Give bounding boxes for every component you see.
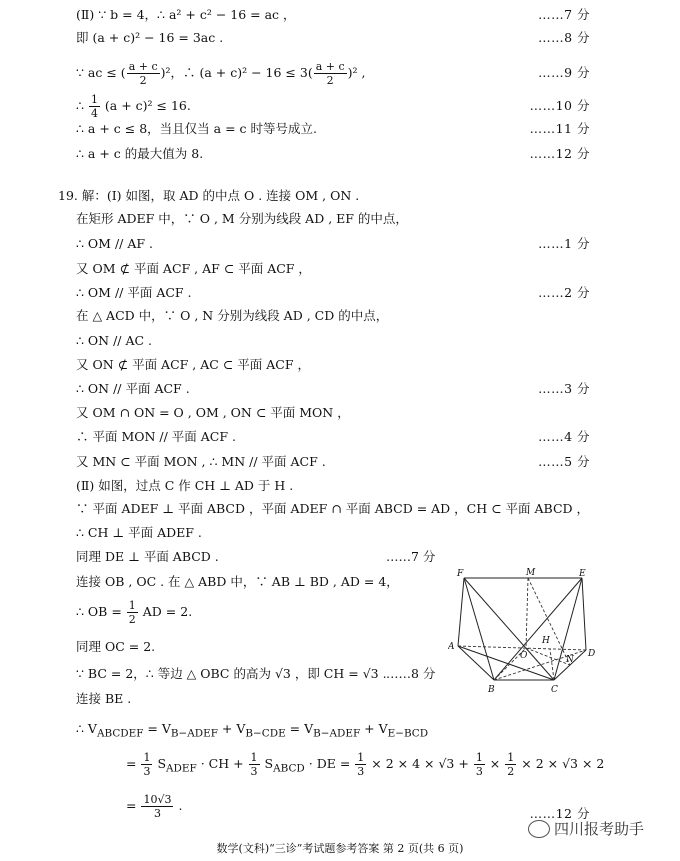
solution-line xyxy=(0,354,680,376)
point-label: M xyxy=(526,568,536,578)
score-label: ……7 分 xyxy=(386,549,436,564)
score-label: ……11 分 xyxy=(529,121,590,136)
fraction: $\frac{1}{3}$ xyxy=(357,751,365,778)
solution-text: 同理 DE ⊥ 平面 ABCD . xyxy=(76,549,219,564)
solution-text: 即 (a + c)² − 16 = 3ac . xyxy=(76,30,224,45)
solution-line xyxy=(0,498,680,520)
solution-line xyxy=(0,330,680,352)
math-text: × 2 × 4 × √3 + xyxy=(371,756,469,771)
score-label: ……3 分 xyxy=(538,381,590,396)
fraction: $\frac{1}{4}$ xyxy=(90,93,98,120)
solution-line xyxy=(0,451,680,473)
point-label: D xyxy=(588,649,596,659)
solution-text: 连接 OB , OC . 在 △ ABD 中，∵ AB ⊥ BD , AD = 4， xyxy=(76,574,399,589)
point-label: A xyxy=(448,642,455,652)
solution-text: ∴ $V_{ABCDEF} = V_{B-ADEF} + V_{B-CDE} = V_{B-ADEF} + V_{E-BCD}$ xyxy=(76,721,429,740)
math-text: × 2 × √3 × 2 xyxy=(521,756,605,771)
math-text: )²，∴ (a + c)² − 16 ≤ 3( xyxy=(160,65,313,80)
solution-text: ∴ CH ⊥ 平面 ADEF . xyxy=(76,525,202,540)
point-label: H xyxy=(542,636,550,646)
solution-line xyxy=(0,402,680,424)
wechat-icon xyxy=(528,820,550,838)
solution-line xyxy=(0,426,680,448)
watermark xyxy=(528,818,644,839)
solution-text: 19. 解：(Ⅰ) 如图，取 AD 的中点 O . 连接 OM , ON . xyxy=(58,188,360,203)
fraction: $\frac{1}{3}$ xyxy=(475,751,483,778)
edge-ED xyxy=(582,578,586,650)
solution-line xyxy=(0,118,680,140)
solution-text: 又 OM ⊄ 平面 ACF , AF ⊂ 平面 ACF ， xyxy=(76,261,311,276)
solution-line: = $\frac{1}{3}$ $S_{ADEF}$ · CH + $\frac{1}{3}$ $S_{ABCD}$ · DE = $\frac{1}{3}$ × 2 × 4 × √3 + $\frac{1}{3}$ × $\frac{1}{2}$ × 2 × √3 × 2 xyxy=(126,751,605,778)
edge-MN xyxy=(528,578,570,665)
edge-FB xyxy=(464,578,494,680)
fraction: $\frac{1}{2}$ xyxy=(128,599,136,626)
solution-text: ∵ BC = 2，∴ 等边 △ OBC 的高为 √3 ，即 CH = √3 . xyxy=(76,666,387,681)
solution-text: 在 △ ACD 中，∵ O , N 分别为线段 AD , CD 的中点， xyxy=(76,308,389,323)
math-text: (a + c)² ≤ 16. xyxy=(104,98,191,113)
point-label: N xyxy=(566,655,574,665)
solution-line xyxy=(0,378,680,400)
fraction: $\frac{1}{2}$ xyxy=(507,751,515,778)
math-text: $S_{ADEF}$ · CH + xyxy=(157,756,244,775)
solution-text: (Ⅱ) ∵ b = 4，∴ a² + c² − 16 = ac ， xyxy=(76,7,296,22)
solution-text: ∴ 平面 MON // 平面 ACF . xyxy=(76,429,236,444)
solution-line xyxy=(0,92,680,120)
solution-line xyxy=(0,233,680,255)
solution-text: ∴ ON // 平面 ACF . xyxy=(76,381,190,396)
score-label: ……12 分 xyxy=(529,146,590,161)
score-label: ……12 分 xyxy=(529,806,590,821)
point-label: O xyxy=(520,651,528,661)
solution-text: ∴ a + c ≤ 8，当且仅当 a = c 时等号成立. xyxy=(76,121,317,136)
solution-text: ∴ OM // 平面 ACF . xyxy=(76,285,192,300)
solution-line xyxy=(0,258,680,280)
math-text: ∴ xyxy=(76,98,84,113)
solution-text: 连接 BE . xyxy=(76,691,132,706)
solution-line xyxy=(0,718,680,740)
solution-line xyxy=(0,546,680,568)
score-label: ……5 分 xyxy=(538,454,590,469)
edge-CH xyxy=(550,649,554,680)
solution-text: ∴ a + c 的最大值为 8. xyxy=(76,146,204,161)
score-label: ……9 分 xyxy=(538,65,590,80)
solution-line xyxy=(0,143,680,165)
geometry-figure xyxy=(448,568,608,698)
solution-text: 又 ON ⊄ 平面 ACF , AC ⊂ 平面 ACF ， xyxy=(76,357,310,372)
solution-text: ∴ OM // AF . xyxy=(76,236,153,251)
solution-line xyxy=(0,282,680,304)
solution-line xyxy=(0,208,680,230)
fraction: $\frac{a + c}{2}$ xyxy=(315,60,345,87)
fraction: $\frac{1}{3}$ xyxy=(250,751,258,778)
math-text: ∴ OB = xyxy=(76,604,122,619)
math-text: AD = 2. xyxy=(142,604,193,619)
fraction: $\frac{a + c}{2}$ xyxy=(128,60,158,87)
fraction: $\frac{10√3}{3}$ xyxy=(143,793,172,820)
score-label: ……1 分 xyxy=(538,236,590,251)
fraction: $\frac{1}{3}$ xyxy=(143,751,151,778)
solution-text: ∴ ON // AC . xyxy=(76,333,153,348)
math-text: ∵ ac ≤ ( xyxy=(76,65,126,80)
solution-line xyxy=(0,522,680,544)
solution-line xyxy=(0,475,680,497)
solution-text: 又 MN ⊂ 平面 MON , ∴ MN // 平面 ACF . xyxy=(76,454,326,469)
solution-text: 同理 OC = 2. xyxy=(76,639,156,654)
solution-text: 又 OM ∩ ON = O , OM , ON ⊂ 平面 MON ， xyxy=(76,405,350,420)
solution-line xyxy=(0,305,680,327)
score-label: ……7 分 xyxy=(538,7,590,22)
score-label: ……2 分 xyxy=(538,285,590,300)
math-text: )² , xyxy=(347,65,366,80)
solution-line xyxy=(0,185,680,207)
solution-text: ∵ 平面 ADEF ⊥ 平面 ABCD ，平面 ADEF ∩ 平面 ABCD = AD ，CH ⊂ 平面 ABCD ， xyxy=(76,501,590,516)
solution-line: = $\frac{10√3}{3}$ . ……12 分 xyxy=(0,790,680,822)
point-label: B xyxy=(488,685,495,695)
point-label: E xyxy=(579,569,586,579)
edge-FA xyxy=(458,578,464,646)
page-footer: 数学(文科)“三诊”考试题参考答案 第 2 页(共 6 页) xyxy=(216,842,464,855)
math-text: $S_{ABCD}$ · DE = xyxy=(264,756,351,775)
solution-line xyxy=(0,4,680,26)
edge-MO xyxy=(526,578,528,648)
point-label: C xyxy=(551,685,558,695)
point-label: F xyxy=(457,569,464,579)
solution-text: 在矩形 ADEF 中，∵ O , M 分别为线段 AD , EF 的中点， xyxy=(76,211,408,226)
watermark-text: 四川报考助手 xyxy=(554,820,645,838)
solution-text: (Ⅱ) 如图，过点 C 作 CH ⊥ AD 于 H . xyxy=(76,478,294,493)
score-label: ……4 分 xyxy=(538,429,590,444)
score-label: ……10 分 xyxy=(529,98,590,113)
score-label: ……8 分 xyxy=(386,666,436,681)
solution-line xyxy=(0,27,680,49)
solution-line xyxy=(0,58,680,88)
score-label: ……8 分 xyxy=(538,30,590,45)
